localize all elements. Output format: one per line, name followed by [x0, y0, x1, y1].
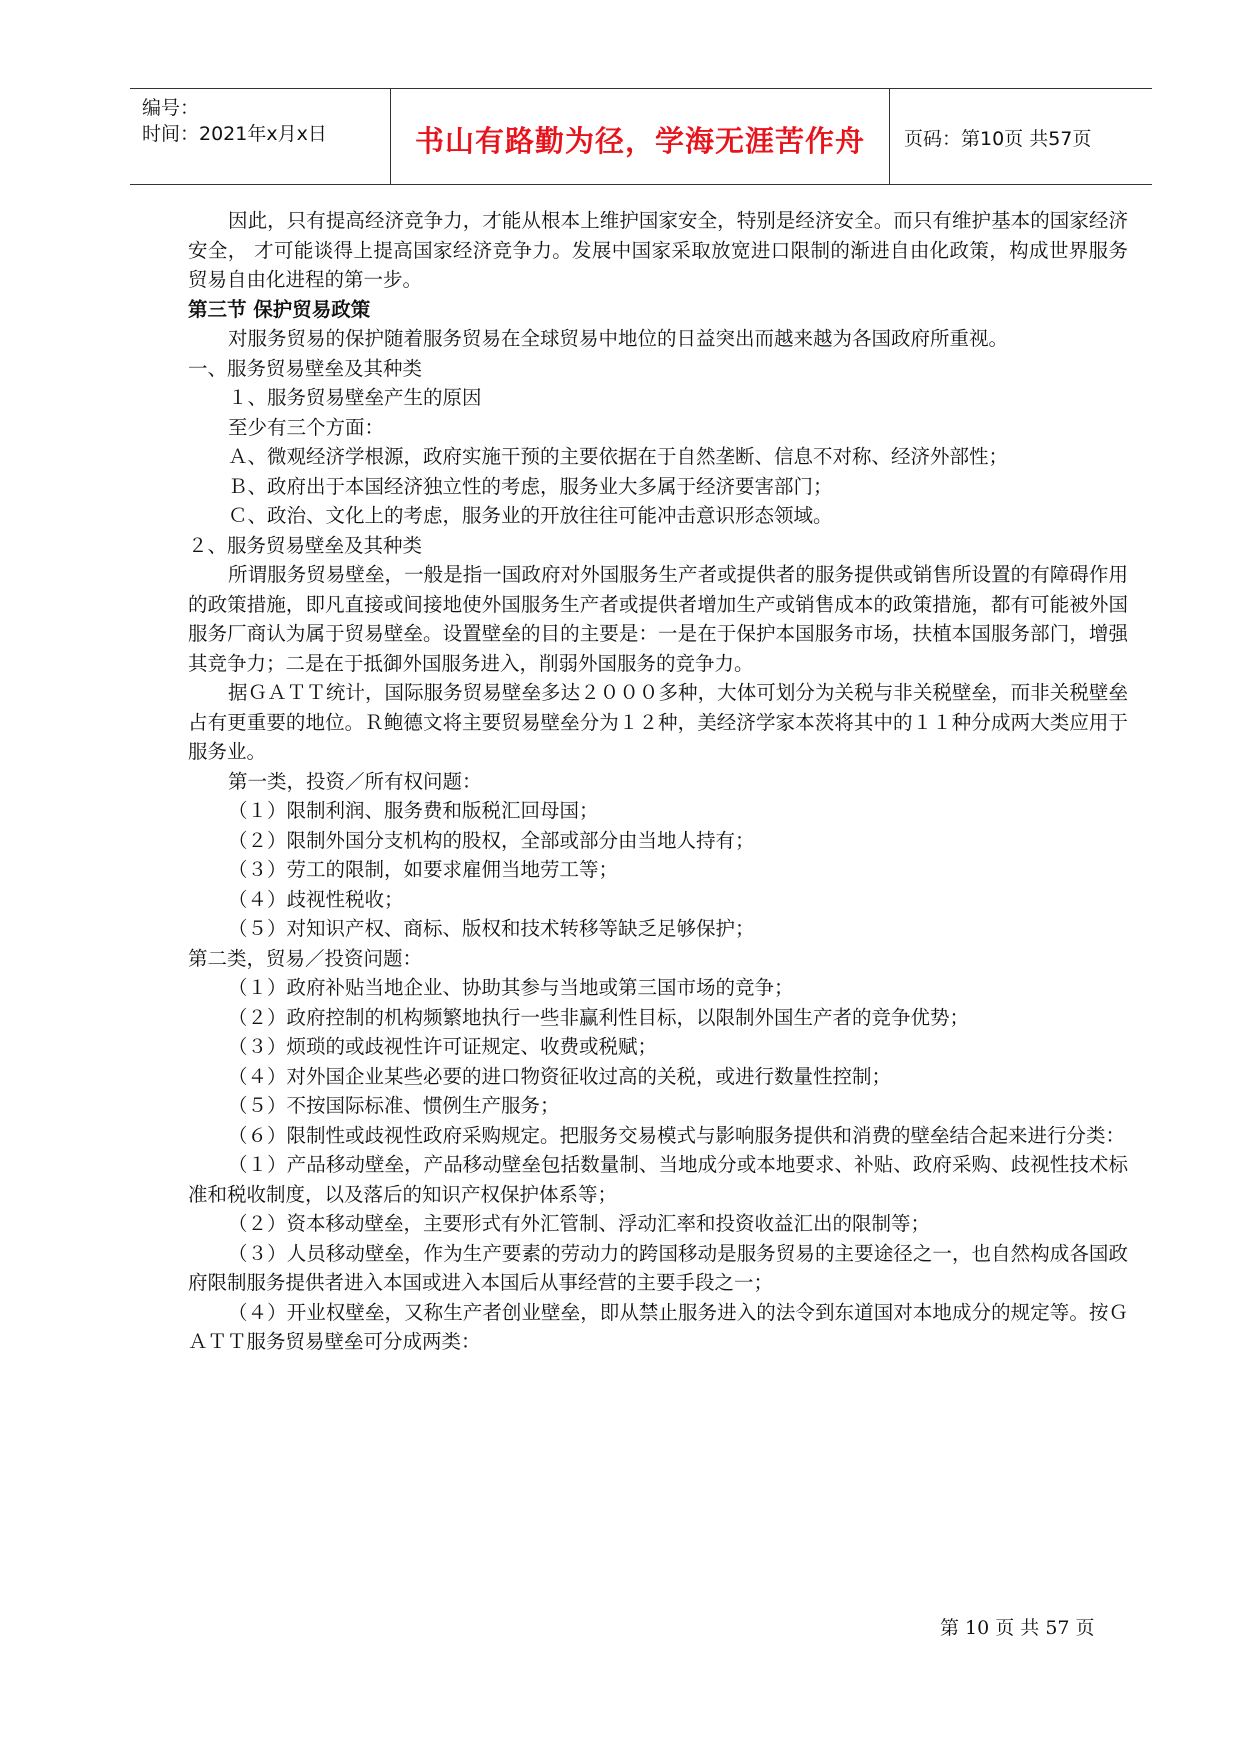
list-item: （２）资本移动壁垒，主要形式有外汇管制、浮动汇率和投资收益汇出的限制等；: [228, 1212, 931, 1235]
header-page-label: 页码：第10页 共57页: [904, 128, 1092, 150]
header-motto-cell: [390, 89, 890, 184]
list-item: （２）限制外国分支机构的股权，全部或部分由当地人持有；: [228, 828, 755, 852]
paragraph: 对服务贸易的保护随着服务贸易在全球贸易中地位的日益突出而越来越为各国政府所重视。: [228, 327, 1009, 350]
paragraph: 因此，只有提高经济竞争力，才能从根本上维护国家安全，特别是经济安全。而只有维护基本的国家经济安全， 才可能谈得上提高国家经济竞争力。发展中国家采取放宽进口限制的渐进自由化政策，构成世界服务贸易自由化进程的第一步。: [188, 209, 1128, 291]
list-item: Ａ、微观经济学根源，政府实施干预的主要依据在于自然垄断、信息不对称、经济外部性；: [228, 445, 1009, 468]
list-item: （６）限制性或歧视性政府采购规定。把服务交易模式与影响服务提供和消费的壁垒结合起来进行分类：: [228, 1123, 1126, 1147]
list-item: Ｂ、政府出于本国经济独立性的考虑，服务业大多属于经济要害部门；: [228, 474, 833, 498]
list-heading: ２、服务贸易壁垒及其种类: [188, 533, 423, 557]
section-heading: 第三节 保护贸易政策: [188, 297, 371, 321]
list-item: （４）歧视性税收；: [228, 887, 404, 911]
list-item: （２）政府控制的机构频繁地执行一些非赢利性目标，以限制外国生产者的竞争优势；: [228, 1005, 970, 1029]
header-motto: 书山有路勤为径，学海无涯苦作舟: [414, 124, 865, 158]
category-heading: 第一类，投资／所有权问题：: [228, 769, 482, 793]
list-item: （１）政府补贴当地企业、协助其参与当地或第三国市场的竞争；: [228, 976, 794, 999]
paragraph: 据ＧＡＴＴ统计，国际服务贸易壁垒多达２０００多种，大体可划分为关税与非关税壁垒，而非关税壁垒占有更重要的地位。Ｒ鲍德文将主要贸易壁垒分为１２种，美经济学家本茨将其中的１１种分成两大类应用于服务业。: [188, 681, 1128, 763]
paragraph: 至少有三个方面：: [228, 415, 385, 439]
list-item: （４）开业权壁垒，又称生产者创业壁垒，即从禁止服务进入的法令到东道国对本地成分的规定等。按ＧＡＴＴ服务贸易壁垒可分成两类：: [188, 1300, 1128, 1353]
list-item: （５）不按国际标准、惯例生产服务；: [228, 1094, 560, 1117]
subsection-heading: 一、服务贸易壁垒及其种类: [188, 356, 423, 380]
list-item: （５）对知识产权、商标、版权和技术转移等缺乏足够保护；: [228, 917, 755, 940]
time-label: 时间：2021年x月x日: [142, 123, 327, 145]
list-item: （３）劳工的限制，如要求雇佣当地劳工等；: [228, 858, 619, 881]
list-item: Ｃ、政治、文化上的考虑，服务业的开放往往可能冲击意识形态领域。: [228, 504, 833, 527]
list-item: （４）对外国企业某些必要的进口物资征收过高的关税，或进行数量性控制；: [228, 1064, 892, 1088]
header-page-cell: [890, 89, 1152, 184]
header-meta: [130, 89, 390, 184]
document-body: [188, 206, 1128, 1357]
list-item: （１）产品移动壁垒，产品移动壁垒包括数量制、当地成分或本地要求、补贴、政府采购、歧视性技术标准和税收制度，以及落后的知识产权保护体系等；: [188, 1153, 1128, 1206]
list-item: （１）限制利润、服务费和版税汇回母国；: [228, 799, 599, 822]
page-footer: 第 10 页 共 57 页: [940, 1617, 1095, 1639]
list-heading: １、服务贸易壁垒产生的原因: [228, 386, 482, 409]
list-item: （３）烦琐的或歧视性许可证规定、收费或税赋；: [228, 1035, 658, 1058]
page-header: [130, 88, 1152, 185]
number-label: 编号：: [142, 97, 200, 119]
list-item: （３）人员移动壁垒，作为生产要素的劳动力的跨国移动是服务贸易的主要途径之一，也自然构成各国政府限制服务提供者进入本国或进入本国后从事经营的主要手段之一；: [188, 1241, 1128, 1294]
paragraph: 所谓服务贸易壁垒，一般是指一国政府对外国服务生产者或提供者的服务提供或销售所设置的有障碍作用的政策措施，即凡直接或间接地使外国服务生产者或提供者增加生产或销售成本的政策措施，都有可能被外国服务厂商认为属于贸易壁垒。设置壁垒的目的主要是：一是在于保护本国服务市场，扶植本国服务部门，增强其竞争力；二是在于抵御外国服务进入，削弱外国服务的竞争力。: [188, 563, 1128, 675]
category-heading: 第二类，贸易／投资问题：: [188, 946, 423, 970]
